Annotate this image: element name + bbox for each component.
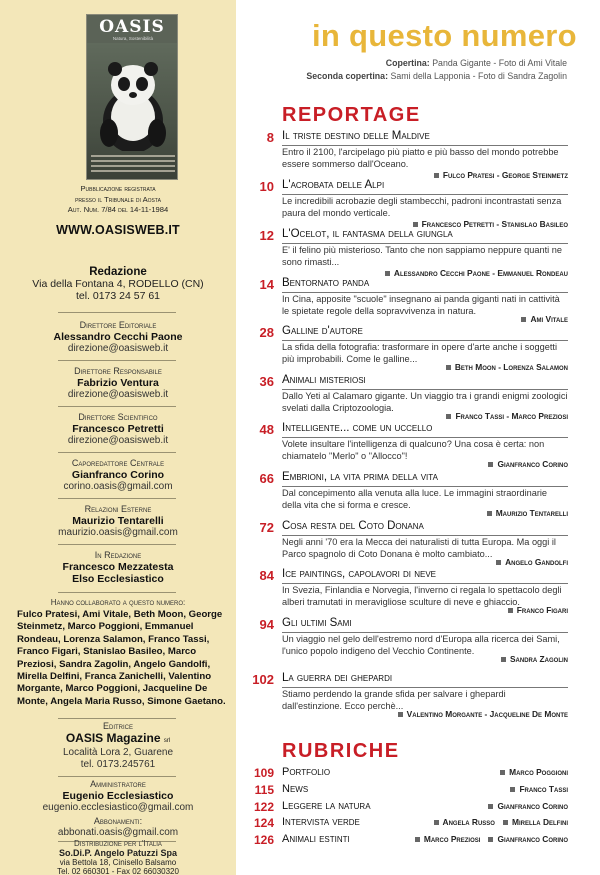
collaborators [0,598,236,708]
rubrica-author: Mirella Delfini [495,817,568,827]
article-title[interactable]: Galline d'autore [282,325,363,337]
title-underline [282,389,568,390]
reportage-entry[interactable] [250,568,568,616]
divider [58,498,176,499]
rubrica-author: Angela Russo [426,817,495,827]
staff-name: Francesco Mezzatesta [62,561,174,573]
rubrica-authors [502,784,568,794]
page-number: 28 [259,325,274,340]
page-number: 36 [259,374,274,389]
rubrica-title[interactable]: Animali estinti [282,833,350,845]
staff-email[interactable]: direzione@oasisweb.it [67,435,169,446]
rubrica-row[interactable] [250,783,568,796]
title-underline [282,486,568,487]
article-authors: Sandra Zagolin [501,654,568,664]
page-number: 102 [252,672,274,687]
article-title[interactable]: Cosa resta del Coto Donana [282,520,424,532]
page-number: 122 [253,800,274,814]
redazione-title: Redazione [89,266,147,278]
page-number: 84 [259,568,274,583]
divider [58,360,176,361]
article-description: Dal concepimento alla venuta alla luce. Le immagini straordinarie della vita che si forma e cresce. [282,488,548,510]
title-underline [282,535,568,536]
article-title[interactable]: L'Ocelot, il fantasma della giungla [282,228,453,240]
page-number: 109 [253,766,274,780]
article-authors: Beth Moon - Lorenza Salamon [446,362,568,372]
amministratore-email[interactable]: eugenio.ecclesiastico@gmail.com [42,802,194,813]
staff-responsabile [0,366,236,401]
rubrica-authors [492,767,568,777]
publication-info [0,184,236,216]
reportage-entry[interactable] [250,277,568,325]
article-description: Dallo Yeti al Calamaro gigante. Un viaggio tra i grandi enigmi zoologici svelati dalla Criptozoologia. [282,391,568,413]
distribuzione-name: So.Di.P. Angelo Patuzzi Spa [58,848,178,858]
page-number: 115 [254,783,274,797]
staff-email[interactable]: direzione@oasisweb.it [67,343,169,354]
page-number: 72 [259,520,274,535]
staff-name: Elso Ecclesiastico [72,573,164,585]
editrice-suffix: srl [163,738,171,744]
title-underline [282,145,568,146]
reportage-entry[interactable] [250,179,568,227]
publication-line: Aut. Num. 7/84 del 14-11-1984 [67,205,169,214]
distribuzione-address: via Bettola 18, Cinisello Balsamo [59,858,177,867]
amministratore-block [0,779,236,814]
title-underline [282,292,568,293]
cover-blurb [91,155,175,175]
rubrica-author: Marco Poggioni [492,767,568,777]
distribuzione-role: Distribuzione per l'Italia [74,839,162,848]
reportage-heading: REPORTAGE [282,104,421,126]
reportage-entry[interactable] [250,471,568,519]
title-underline [282,243,568,244]
redazione-address: Via della Fontana 4, RODELLO (CN) [32,278,204,290]
article-authors: Ami Vitale [521,314,568,324]
staff-role: Direttore Scientifico [78,412,158,422]
rubriche-heading: RUBRICHE [282,740,400,762]
article-description: Entro il 2100, l'arcipelago più piatto e più basso del mondo potrebbe essere sommerso dall'Oceano. [282,147,559,169]
website-link[interactable]: WWW.OASISWEB.IT [56,223,180,237]
page-number: 124 [253,816,274,830]
article-description: In Svezia, Finlandia e Norvegia, l'inverno ci regala lo spettacolo degli alberi tramutati in meravigliose sculture di neve e ghiaccio. [282,585,562,607]
rubrica-title[interactable]: News [282,783,309,795]
rubrica-authors [426,817,568,827]
staff-relazioni [0,504,236,539]
article-description: In Cina, apposite "scuole" insegnano ai panda giganti nati in cattività le spietate regole della sopravvivenza in natura. [282,294,560,316]
rubrica-row[interactable] [250,833,568,846]
article-authors: Gianfranco Corino [488,459,568,469]
article-authors: Angelo Gandolfi [496,557,568,567]
staff-role: Relazioni Esterne [84,504,152,514]
article-description: Volete insultare l'intelligenza di qualcuno? Una cosa è certa: non chiamatelo "Merlo" o "Allocco"! [282,439,545,461]
article-authors: Fulco Pratesi - George Steinmetz [434,170,568,180]
distribuzione-info [0,839,236,875]
reportage-entry[interactable] [250,130,568,178]
rubrica-authors [407,834,568,844]
amministratore-role: Amministratore [90,779,146,789]
rubrica-row[interactable] [250,766,568,779]
article-title[interactable]: Animali misteriosi [282,374,366,386]
reportage-entry[interactable] [250,617,568,665]
page-number: 10 [259,179,274,194]
article-title[interactable]: Embrioni, la vita prima della vita [282,471,438,483]
title-underline [282,437,568,438]
staff-role: In Redazione [94,550,142,560]
article-title[interactable]: Ice paintings, capolavori di neve [282,568,437,580]
article-description: Negli anni '70 era la Mecca dei naturalisti di tutta Europa. Ma oggi il Parco spagnolo di Coto Donana è molto cambiato... [282,537,556,559]
article-authors: Valentino Morgante - Jacqueline De Monte [398,709,568,719]
rubrica-row[interactable] [250,816,568,829]
redazione-block [0,266,236,302]
staff-name: Maurizio Tentarelli [72,515,164,527]
staff-role: Direttore Editoriale [79,320,157,330]
staff-email[interactable]: direzione@oasisweb.it [67,389,169,400]
rubrica-author: Gianfranco Corino [480,834,568,844]
article-authors: Francesco Petretti - Stanislao Basileo [413,219,568,229]
reportage-entry[interactable] [250,520,568,568]
divider [58,406,176,407]
staff-role: Direttore Responsabile [74,366,162,376]
cover-credit-label: Copertina: [385,58,430,68]
magazine-cover [86,14,178,180]
article-authors: Alessandro Cecchi Paone - Emmanuel Rondeau [385,268,568,278]
second-cover-credit-label: Seconda copertina: [306,71,388,81]
divider [58,776,176,777]
rubrica-title[interactable]: Portfolio [282,766,331,778]
rubrica-author: Franco Tassi [502,784,568,794]
article-title[interactable]: Bentornato panda [282,277,370,289]
page-title: in questo numero [312,18,577,53]
reportage-entry[interactable] [250,374,568,422]
title-underline [282,687,568,688]
article-description: Le incredibili acrobazie degli stambecchi, padroni incontrastati senza paura del mondo verticale. [282,196,562,218]
rubrica-author: Gianfranco Corino [480,801,568,811]
rubrica-author: Marco Preziosi [407,834,481,844]
article-title[interactable]: Intelligente... come un uccello [282,422,433,434]
panda-illustration [95,51,171,151]
cover-title: OASIS [99,17,165,37]
second-cover-credit [306,71,567,81]
in-redazione [0,550,236,585]
article-authors: Franco Tassi - Marco Preziosi [446,411,568,421]
title-underline [282,583,568,584]
divider [58,312,176,313]
cover-credit [386,58,567,68]
distribuzione-phone: Tel. 02 660301 - Fax 02 66030320 [57,867,179,875]
reportage-entry[interactable] [250,228,568,276]
collab-heading: Hanno collaborato a questo numero: [50,598,186,607]
abbonamenti-block [0,816,236,839]
page-number: 14 [259,277,274,292]
divider [58,544,176,545]
article-title[interactable]: Gli ultimi Sami [282,617,352,629]
staff-email[interactable]: corino.oasis@gmail.com [63,481,173,492]
staff-name: Francesco Petretti [72,423,164,435]
article-description: Un viaggio nel gelo dell'estremo nord d'Europa alla ricerca dei Sami, l'unico popolo indigeno del Vecchio Continente. [282,634,560,656]
page-number: 12 [259,228,274,243]
abbonamenti-email[interactable]: abbonati.oasis@gmail.com [57,827,179,838]
editrice-block [0,721,236,771]
page-number: 66 [259,471,274,486]
staff-role: Caporedattore Centrale [71,458,165,468]
title-underline [282,194,568,195]
staff-email[interactable]: maurizio.oasis@gmail.com [58,527,178,538]
rubrica-row[interactable] [250,800,568,813]
reportage-entry[interactable] [250,422,568,470]
article-title[interactable]: L'acrobata delle Alpi [282,179,385,191]
staff-name: Gianfranco Corino [71,469,165,481]
page-number: 8 [266,130,274,145]
page-number: 48 [259,422,274,437]
article-title[interactable]: Il triste destino delle Maldive [282,130,430,142]
editrice-address: Località Lora 2, Guarene [62,747,174,758]
collab-list: Fulco Pratesi, Ami Vitale, Beth Moon, George Steinmetz, Marco Poggioni, Emmanuel Rondeau, Lorenza Salamon, Franco Tassi, Franco Figari, Stanislao Basileo, Marco Preziosi, Sandra Zagolin, Angelo Gandolfi, Mirella Delfini, Franca Zanichelli, Valentino Morgante, Marco Poggioni, Jacqueline De Monte, Angela Maria Russo, Simone Gaetano. [17,609,226,707]
staff-editoriale [0,320,236,355]
redazione-phone: tel. 0173 24 57 61 [75,290,161,302]
staff-name: Fabrizio Ventura [77,377,159,389]
divider [58,718,176,719]
cover-credit-text: Panda Gigante - Foto di Ami Vitale [432,58,567,68]
article-description: E' il felino più misterioso. Tanto che non sappiamo neppure quanti ne sono rimasti... [282,245,562,267]
editrice-phone: tel. 0173.245761 [80,759,156,770]
publication-line: presso il Tribunale di Aosta [75,194,161,204]
staff-name: Alessandro Cecchi Paone [53,331,183,343]
article-title[interactable]: La guerra dei ghepardi [282,672,393,684]
article-authors: Maurizio Tentarelli [487,508,568,518]
page-number: 94 [259,617,274,632]
divider [58,452,176,453]
article-description: La sfida della fotografia: trasformare in opere d'arte anche i soggetti più improbabili. Come le galline... [282,342,557,364]
staff-scientifico [0,412,236,447]
abbonamenti-role: Abbonamenti: [93,816,143,826]
publication-line: Pubblicazione registrata [80,184,156,193]
cover-subtitle: Natura, Sostenibilità [112,36,154,41]
article-description: Stiamo perdendo la grande sfida per salvare i ghepardi dall'estinzione. Ecco perchè... [282,689,506,711]
masthead-sidebar [0,0,236,875]
article-authors: Franco Figari [508,605,568,615]
staff-caporedattore [0,458,236,493]
rubrica-authors [480,801,568,811]
rubrica-title[interactable]: Leggere la natura [282,800,371,812]
title-underline [282,632,568,633]
divider [58,592,176,593]
amministratore-name: Eugenio Ecclesiastico [62,790,174,802]
title-underline [282,340,568,341]
page-number: 126 [253,833,274,847]
editrice-name: OASIS Magazine [65,731,161,745]
reportage-entry[interactable] [250,325,568,373]
editrice-role: Editrice [102,721,133,731]
reportage-entry[interactable] [250,672,568,720]
second-cover-credit-text: Sami della Lapponia - Foto di Sandra Zagolin [390,71,567,81]
rubrica-title[interactable]: Intervista verde [282,816,360,828]
